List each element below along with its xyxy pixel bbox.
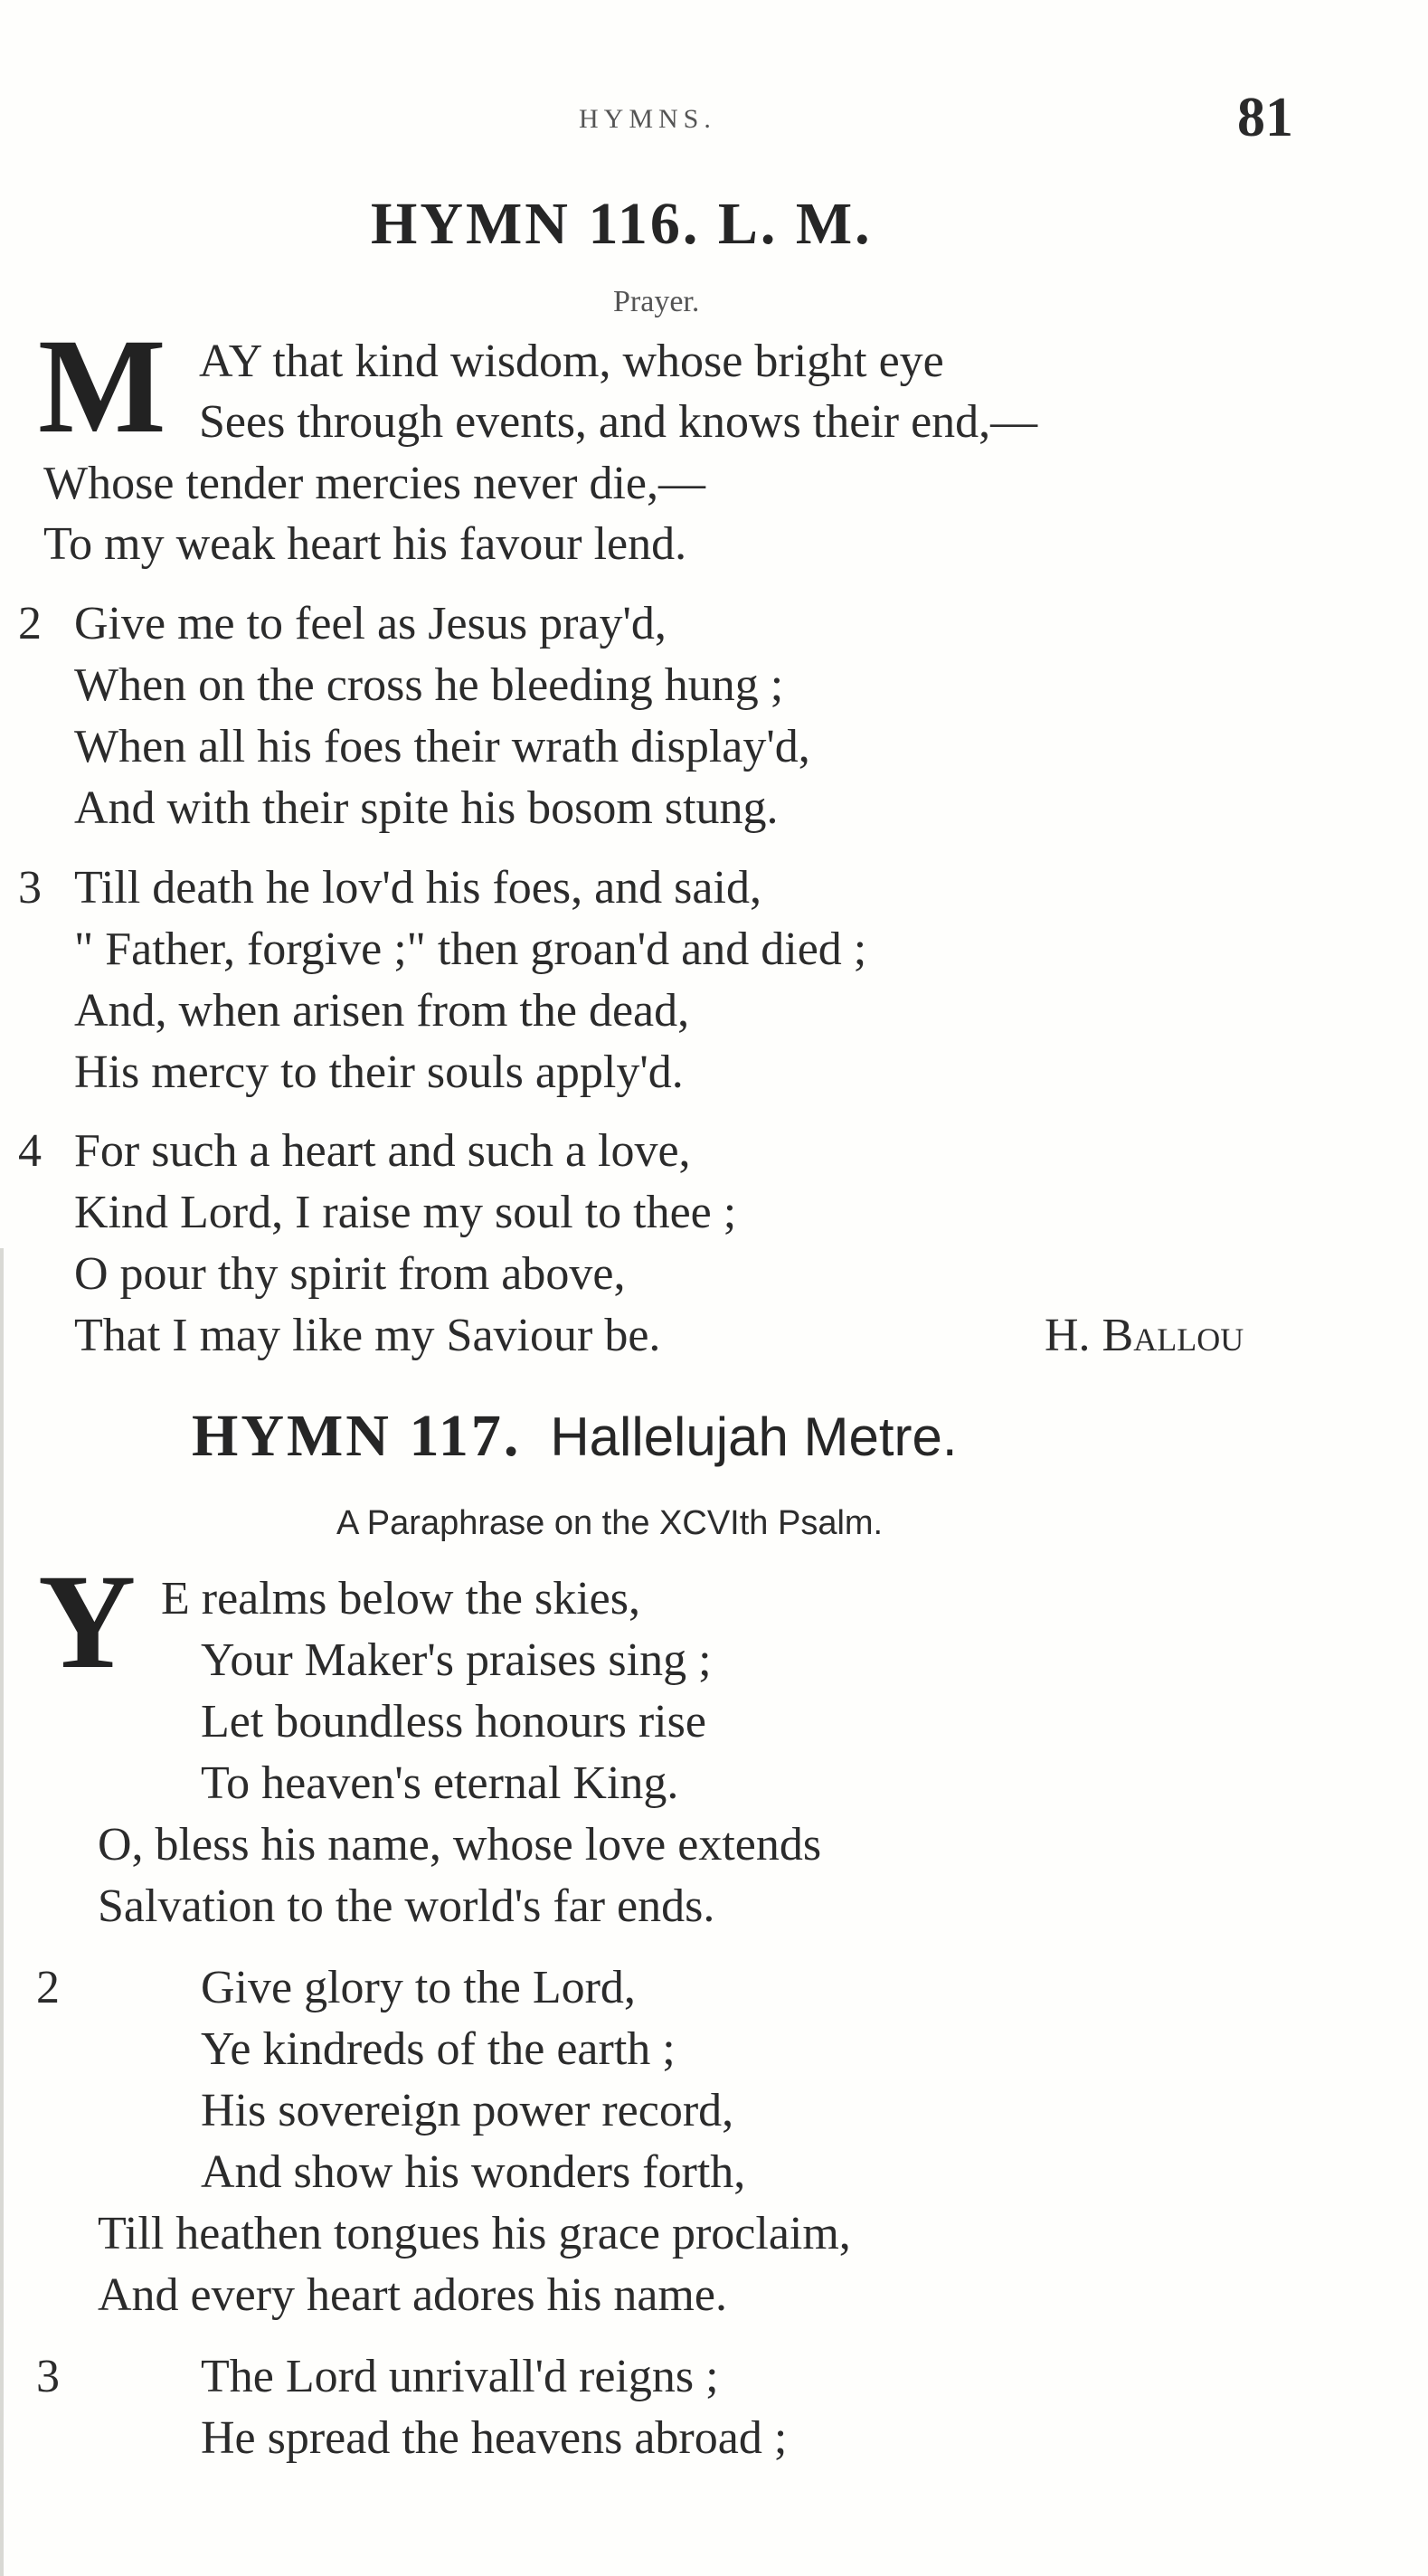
hymn-117-metre: Hallelujah Metre. <box>550 1406 958 1467</box>
hymn-116-author: H. Ballou <box>1045 1310 1244 1361</box>
hymn-116-s2-line-4: And with their spite his bosom stung. <box>74 782 779 834</box>
hymn-117-s3-line-1: The Lord unrivall'd reigns ; <box>201 2351 719 2402</box>
hymn-117-s2-line-5: Till heathen tongues his grace proclaim, <box>98 2208 851 2259</box>
hymn-117-s2-line-2: Ye kindreds of the earth ; <box>201 2023 676 2075</box>
hymn-117-s1-line-6: Salvation to the world's far ends. <box>98 1880 715 1932</box>
hymn-116-s2-line-1: Give me to feel as Jesus pray'd, <box>74 598 667 649</box>
hymn-116-s3-line-1: Till death he lov'd his foes, and said, <box>74 862 761 914</box>
hymn-116-s2-line-3: When all his foes their wrath display'd, <box>74 721 810 772</box>
hymn-116-stanza-3-number: 3 <box>18 862 42 914</box>
hymn-116-s3-line-4: His mercy to their souls apply'd. <box>74 1046 684 1098</box>
hymn-116-s1-line-4: To my weak heart his favour lend. <box>43 518 687 570</box>
page-number: 81 <box>1237 87 1293 148</box>
hymn-117-s1-line-3: Let boundless honours rise <box>201 1696 706 1747</box>
hymn-117-s1-line-2: Your Maker's praises sing ; <box>201 1634 712 1686</box>
hymn-116-drop-cap: M <box>38 311 166 461</box>
hymn-116-s1-line-1: AY that kind wisdom, whose bright eye <box>199 336 944 387</box>
hymn-116-s1-line-3: Whose tender mercies never die,— <box>43 458 706 509</box>
hymn-117-drop-cap: Y <box>38 1547 137 1697</box>
hymn-117-stanza-3-number: 3 <box>36 2351 60 2402</box>
hymn-117-subtitle: A Paraphrase on the XCVIth Psalm. <box>336 1504 884 1542</box>
hymn-117-s1-line-4: To heaven's eternal King. <box>201 1757 679 1809</box>
hymn-116-s4-line-3: O pour thy spirit from above, <box>74 1248 626 1300</box>
hymn-117-s2-line-1: Give glory to the Lord, <box>201 1962 636 2013</box>
hymn-117-s2-line-3: His sovereign power record, <box>201 2085 734 2136</box>
hymn-117-s1-line-1: E realms below the skies, <box>161 1573 640 1624</box>
hymn-117-stanza-2-number: 2 <box>36 1962 60 2013</box>
hymn-117-title <box>192 1402 958 1471</box>
hymn-116-s4-line-4: That I may like my Saviour be. <box>74 1310 661 1361</box>
hymn-116-title: HYMN 116. L. M. <box>371 191 873 257</box>
hymn-116-s3-line-3: And, when arisen from the dead, <box>74 985 690 1037</box>
hymn-116-s2-line-2: When on the cross he bleeding hung ; <box>74 659 784 711</box>
page-edge-shadow <box>0 1248 4 2576</box>
hymn-116-s3-line-2: " Father, forgive ;" then groan'd and died ; <box>74 923 867 975</box>
hymn-116-subtitle: Prayer. <box>613 285 700 318</box>
running-head <box>0 86 1428 158</box>
hymn-116-stanza-4-number: 4 <box>18 1125 42 1177</box>
hymn-117-s2-line-6: And every heart adores his name. <box>98 2269 727 2321</box>
hymn-116-s4-line-1: For such a heart and such a love, <box>74 1125 691 1177</box>
running-head-title: HYMNS. <box>579 104 716 134</box>
hymn-117-s1-line-5: O, bless his name, whose love extends <box>98 1819 822 1870</box>
hymn-116-s1-line-2: Sees through events, and knows their end,— <box>199 396 1038 448</box>
hymn-117-number: HYMN 117. <box>192 1403 522 1469</box>
hymn-117-s3-line-2: He spread the heavens abroad ; <box>201 2412 788 2464</box>
hymn-116-s4-line-2: Kind Lord, I raise my soul to thee ; <box>74 1187 737 1238</box>
hymn-117-s2-line-4: And show his wonders forth, <box>201 2146 746 2198</box>
hymn-116-stanza-2-number: 2 <box>18 598 42 649</box>
